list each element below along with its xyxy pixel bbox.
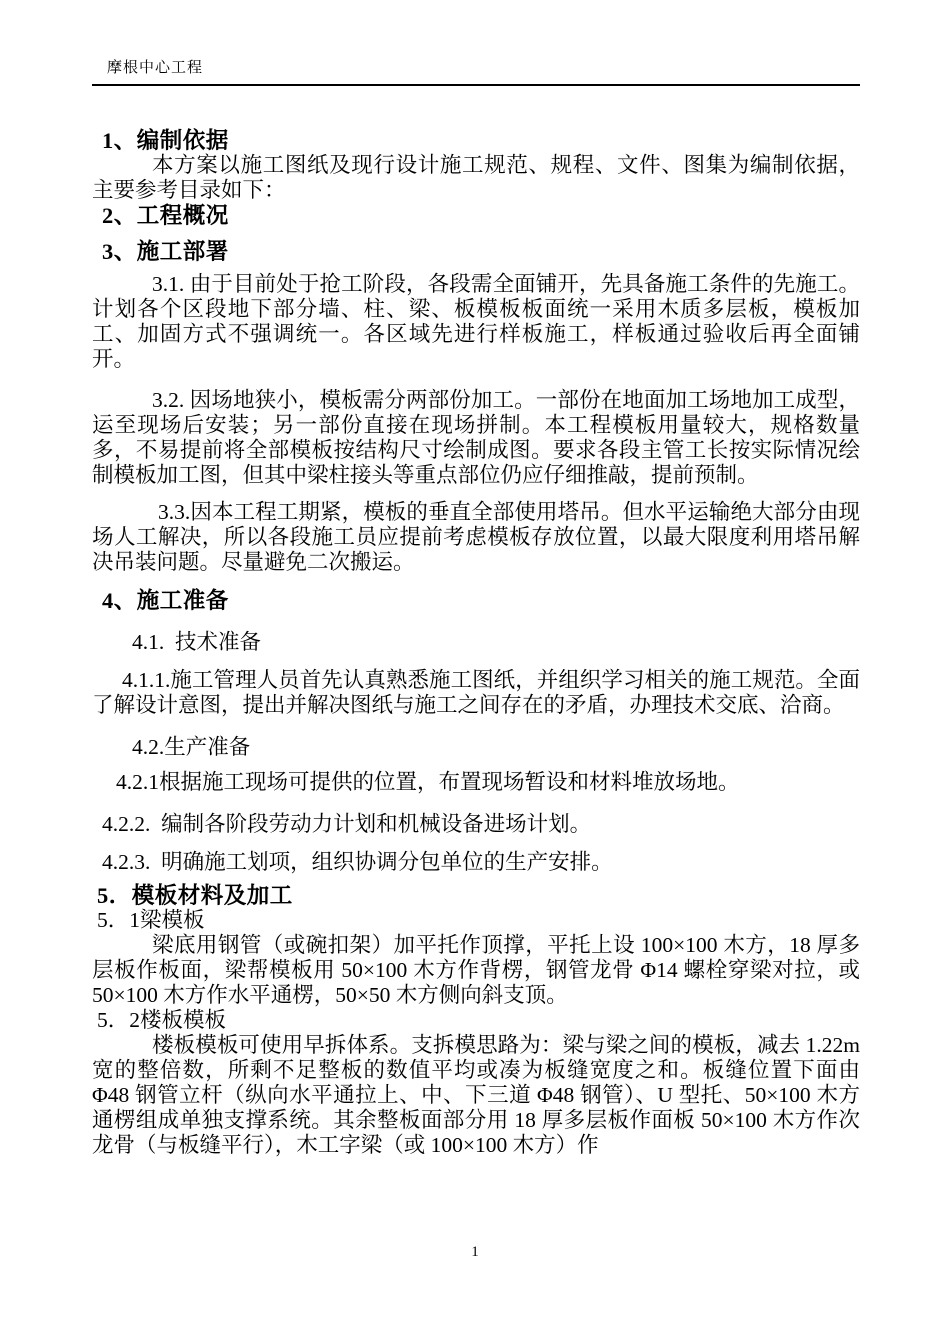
para-4-1-1: 4.1.1.施工管理人员首先认真熟悉施工图纸，并组织学习相关的施工规范。全面了解设计意图，提出并解决图纸与施工之间存在的矛盾，办理技术交底、洽商。 <box>92 668 860 717</box>
para-4-2-1: 4.2.1根据施工现场可提供的位置，布置现场暂设和材料堆放场地。 <box>116 770 740 794</box>
heading-5-2: 5．2楼板模板 <box>97 1008 227 1032</box>
para-4-1: 4.1. 技术准备 <box>132 630 262 654</box>
page-number: 1 <box>471 1244 479 1260</box>
page-footer <box>0 1243 950 1262</box>
para-3-1: 3.1. 由于目前处于抢工阶段，各段需全面铺开，先具备施工条件的先施工。计划各个区段地下部分墙、柱、梁、板模板板面统一采用木质多层板，模板加工、加固方式不强调统一。各区域先进行样板施工，样板通过验收后再全面铺开。 <box>92 272 860 371</box>
para-3-3: 3.3.因本工程工期紧，模板的垂直全部使用塔吊。但水平运输绝大部分由现场人工解决，所以各段施工员应提前考虑模板存放位置，以最大限度利用塔吊解决吊装问题。尽量避免二次搬运。 <box>92 500 860 574</box>
page-header <box>92 0 860 86</box>
para-5-2: 楼板模板可使用早拆体系。支拆模思路为：梁与梁之间的模板，减去 1.22m 宽的整倍数，所剩不足整板的数值平均或凑为板缝宽度之和。板缝位置下面由 Φ48 钢管立杆（纵向水平通拉上、中、下三道 Φ48 钢管）、U 型托、50×100 木方通楞组成单独支撑系统。其余整板面部分用 18 厚多层板作面板 50×100 木方作次龙骨（与板缝平行），木工字梁（或 100×100 木方）作 <box>92 1033 866 1157</box>
para-1-1: 本方案以施工图纸及现行设计施工规范、规程、文件、图集为编制依据，主要参考目录如下： <box>92 153 860 202</box>
para-4-2-2: 4.2.2. 编制各阶段劳动力计划和机械设备进场计划。 <box>102 812 592 836</box>
para-5-1: 梁底用钢管（或碗扣架）加平托作顶撑，平托上设 100×100 木方，18 厚多层板作板面，梁帮模板用 50×100 木方作背楞，钢管龙骨 Φ14 螺栓穿梁对拉，或 50×100 木方作水平通楞，50×50 木方侧向斜支顶。 <box>92 933 866 1007</box>
heading-1: 1、编制依据 <box>102 128 229 153</box>
para-3-2: 3.2. 因场地狭小，模板需分两部份加工。一部份在地面加工场地加工成型，运至现场后安装；另一部份直接在现场拼制。本工程模板用量较大，规格数量多，不易提前将全部模板按结构尺寸绘制成图。要求各段主管工长按实际情况绘制模板加工图，但其中梁柱接头等重点部位仍应仔细推敲，提前预制。 <box>92 388 860 487</box>
heading-4: 4、施工准备 <box>102 588 229 613</box>
para-4-2-3: 4.2.3. 明确施工划项，组织协调分包单位的生产安排。 <box>102 850 613 874</box>
document-body <box>92 128 866 1158</box>
heading-2: 2、工程概况 <box>102 203 229 228</box>
para-4-2: 4.2.生产准备 <box>132 735 251 759</box>
heading-5-1: 5．1梁模板 <box>97 908 205 932</box>
header-project-title: 摩根中心工程 <box>107 60 204 76</box>
heading-5: 5．模板材料及加工 <box>97 883 293 908</box>
heading-3: 3、施工部署 <box>102 239 229 264</box>
